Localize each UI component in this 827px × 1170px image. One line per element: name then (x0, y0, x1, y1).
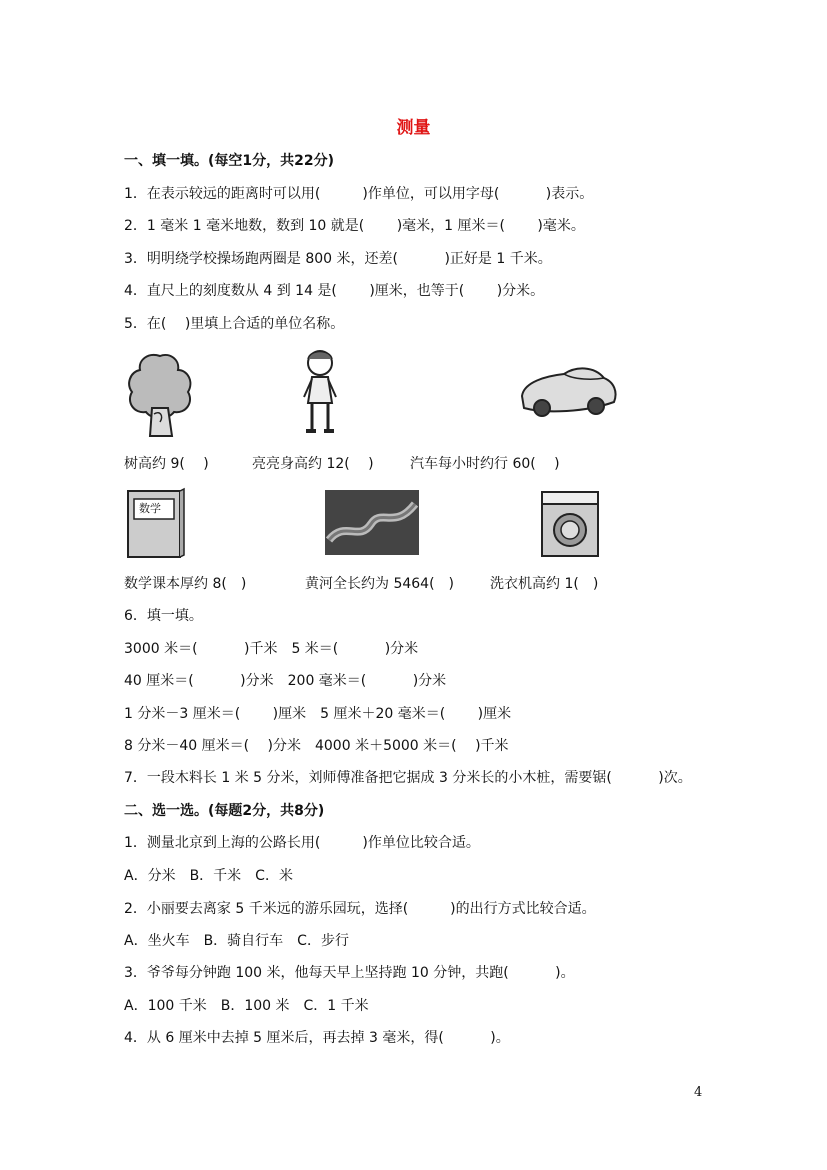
book-icon (126, 487, 186, 559)
caption-book: 数学课本厚约 8( ) (124, 576, 247, 592)
caption-car: 汽车每小时约行 60( ) (410, 456, 560, 472)
question-1-4: 4．直尺上的刻度数从 4 到 14 是( )厘米，也等于( )分米。 (124, 283, 545, 299)
question-1-5: 5．在( )里填上合适的单位名称。 (124, 316, 345, 332)
conversion-line: 1 分米－3 厘米＝( )厘米 5 厘米＋20 毫米＝( )厘米 (124, 706, 512, 722)
question-2-2: 2．小丽要去离家 5 千米远的游乐园玩，选择( )的出行方式比较合适。 (124, 901, 596, 917)
tree-icon (124, 350, 196, 440)
options-2-2: A．坐火车 B．骑自行车 C．步行 (124, 933, 349, 949)
page-number: 4 (694, 1085, 703, 1100)
river-icon (325, 490, 419, 555)
caption-tree: 树高约 9( ) (124, 456, 209, 472)
washing-machine-icon (540, 490, 602, 558)
section2-heading: 二、选一选。(每题2分，共8分) (124, 803, 325, 819)
question-1-7: 7．一段木料长 1 米 5 分米，刘师傅准备把它据成 3 分米长的小木桩，需要锯( )次。 (124, 770, 692, 786)
question-2-4: 4．从 6 厘米中去掉 5 厘米后，再去掉 3 毫米，得( )。 (124, 1030, 510, 1046)
question-1-3: 3．明明绕学校操场跑两圈是 800 米，还差( )正好是 1 千米。 (124, 251, 552, 267)
caption-river: 黄河全长约为 5464( ) (305, 576, 455, 592)
question-1-6: 6．填一填。 (124, 608, 203, 624)
section1-heading: 一、填一填。(每空1分，共22分) (124, 153, 335, 169)
book-label: 数学 (139, 502, 161, 515)
question-2-3: 3．爷爷每分钟跑 100 米，他每天早上坚持跑 10 分钟，共跑( )。 (124, 965, 575, 981)
options-2-1: A．分米 B．千米 C．米 (124, 868, 293, 884)
options-2-3: A．100 千米 B．100 米 C．1 千米 (124, 998, 369, 1014)
boy-icon (296, 347, 344, 437)
page-title: 测量 (396, 118, 431, 138)
conversion-line: 3000 米＝( )千米 5 米＝( )分米 (124, 641, 419, 657)
question-2-1: 1．测量北京到上海的公路长用( )作单位比较合适。 (124, 835, 480, 851)
caption-washer: 洗衣机高约 1( ) (490, 576, 599, 592)
conversion-line: 40 厘米＝( )分米 200 毫米＝( )分米 (124, 673, 447, 689)
question-1-2: 2．1 毫米 1 毫米地数，数到 10 就是( )毫米，1 厘米＝( )毫米。 (124, 218, 585, 234)
question-1-1: 1．在表示较远的距离时可以用( )作单位，可以用字母( )表示。 (124, 186, 594, 202)
caption-boy: 亮亮身高约 12( ) (252, 456, 374, 472)
conversion-line: 8 分米－40 厘米＝( )分米 4000 米＋5000 米＝( )千米 (124, 738, 509, 754)
car-icon (516, 360, 620, 422)
